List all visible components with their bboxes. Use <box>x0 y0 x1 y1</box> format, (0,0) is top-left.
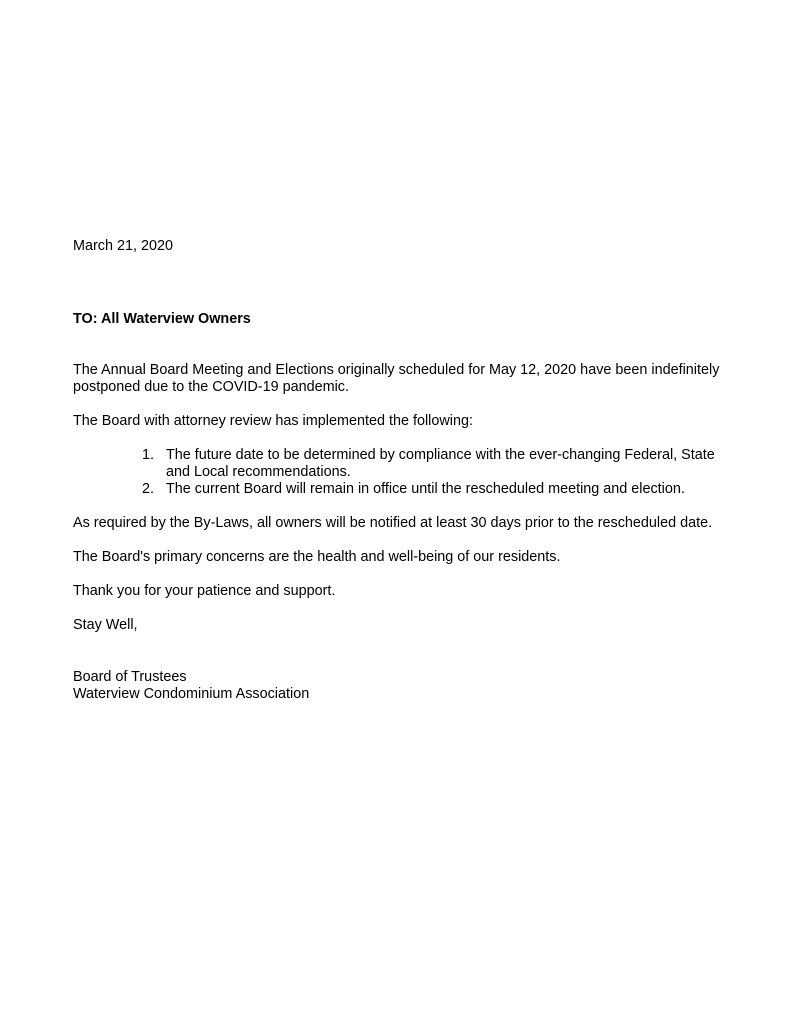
letter-body <box>73 238 733 703</box>
list-item <box>73 447 733 481</box>
list-item-number: 2. <box>142 481 155 497</box>
list-item-text: The future date to be determined by compliance with the ever-changing Federal, State and Local recommendations. <box>166 447 715 480</box>
signature-line-1: Board of Trustees <box>73 669 187 685</box>
measures-list <box>73 447 733 498</box>
list-item-text: The current Board will remain in office until the rescheduled meeting and election. <box>166 481 685 497</box>
list-item-number: 1. <box>142 447 155 463</box>
paragraph-concerns: The Board's primary concerns are the health and well-being of our residents. <box>73 549 561 565</box>
paragraph-thanks: Thank you for your patience and support. <box>73 583 336 599</box>
list-item <box>73 481 733 498</box>
paragraph-implemented: The Board with attorney review has implemented the following: <box>73 413 473 429</box>
letter-date: March 21, 2020 <box>73 238 173 254</box>
paragraph-postponement: The Annual Board Meeting and Elections originally scheduled for May 12, 2020 have been indefinitely postponed due to the COVID-19 pandemic. <box>73 362 720 395</box>
signature-line-2: Waterview Condominium Association <box>73 686 310 702</box>
paragraph-notification: As required by the By-Laws, all owners will be notified at least 30 days prior to the rescheduled date. <box>73 515 713 531</box>
recipient-line: TO: All Waterview Owners <box>73 311 251 327</box>
signature-block <box>73 669 733 703</box>
closing-line: Stay Well, <box>73 617 138 633</box>
